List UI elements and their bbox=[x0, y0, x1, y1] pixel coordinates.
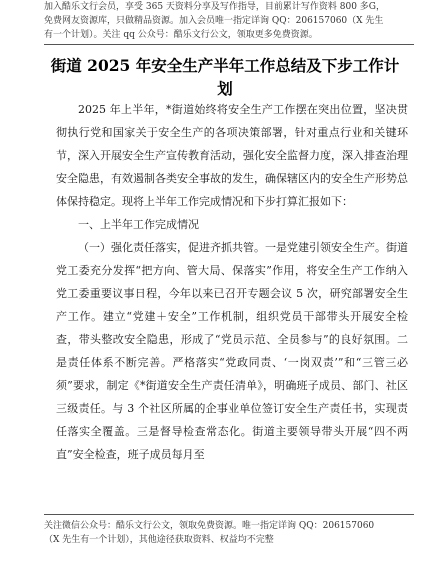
page-header bbox=[44, 0, 414, 45]
section-heading: 一、上半年工作完成情况 bbox=[78, 218, 199, 231]
footer-line-2: （X 先生有一个计划），其他途径获取资料、权益均不完整 bbox=[44, 535, 274, 545]
page-footer bbox=[44, 514, 414, 547]
document-title: 街道 2025 年安全生产半年工作总结及下步工作计划 bbox=[50, 56, 400, 98]
footer-line-1: 关注微信公众号：酷乐文行公文，领取免费资源。唯一指定详询 QQ：206157060 bbox=[44, 521, 375, 531]
intro-paragraph: 2025 年上半年，*街道始终将安全生产工作摆在突出位置，坚决贯彻执行党和国家关于安全生产的各项决策部署，针对重点行业和关键环节，深入开展安全生产宣传教育活动，强化安全监督力度，深入排查治理安全隐患，有效遏制各类安全事故的发生，确保辖区内的安全生产形势总体保持稳定。现将上半年工作完成情况和下步打算汇报如下： bbox=[56, 103, 408, 208]
body-paragraph: （一）强化责任落实，促进齐抓共管。一是党建引领安全生产。街道党工委充分发挥“把方向、管大局、保落实”作用，将安全生产工作纳入党工委重要议事日程，今年以来已召开专题会议 5 次，研究部署安全生产工作。建立“党建＋安全”工作机制，组织党员干部带头开展安全检查，带头整改安全隐患，形成了“党员示范、全员参与”的良好氛围。二是责任体系不断完善。严格落实“党政同责、‘一岗双责’”和“三管三必须”要求，制定《*街道安全生产责任清单》，明确班子成员、部门、社区三级责任。与 3 个社区所属的企事业单位签订安全生产责任书，实现责任落实全覆盖。三是督导检查常态化。街道主要领导带头开展“四不两直”安全检查，班子成员每月至 bbox=[56, 241, 408, 461]
document-body bbox=[56, 98, 408, 466]
header-line-3: 有一个计划）。关注 qq 公众号：酷乐文行公文，领取更多免费资源。 bbox=[44, 30, 318, 40]
header-line-2: 免费网友资源库，只做精品资源。加入会员唯一指定详询 QQ：206157060（X 先生 bbox=[44, 16, 384, 26]
header-line-1: 加入酷乐文行会员，享受 365 天资料分享及写作指导，目前累计写作资料 800 多G， bbox=[44, 2, 385, 12]
